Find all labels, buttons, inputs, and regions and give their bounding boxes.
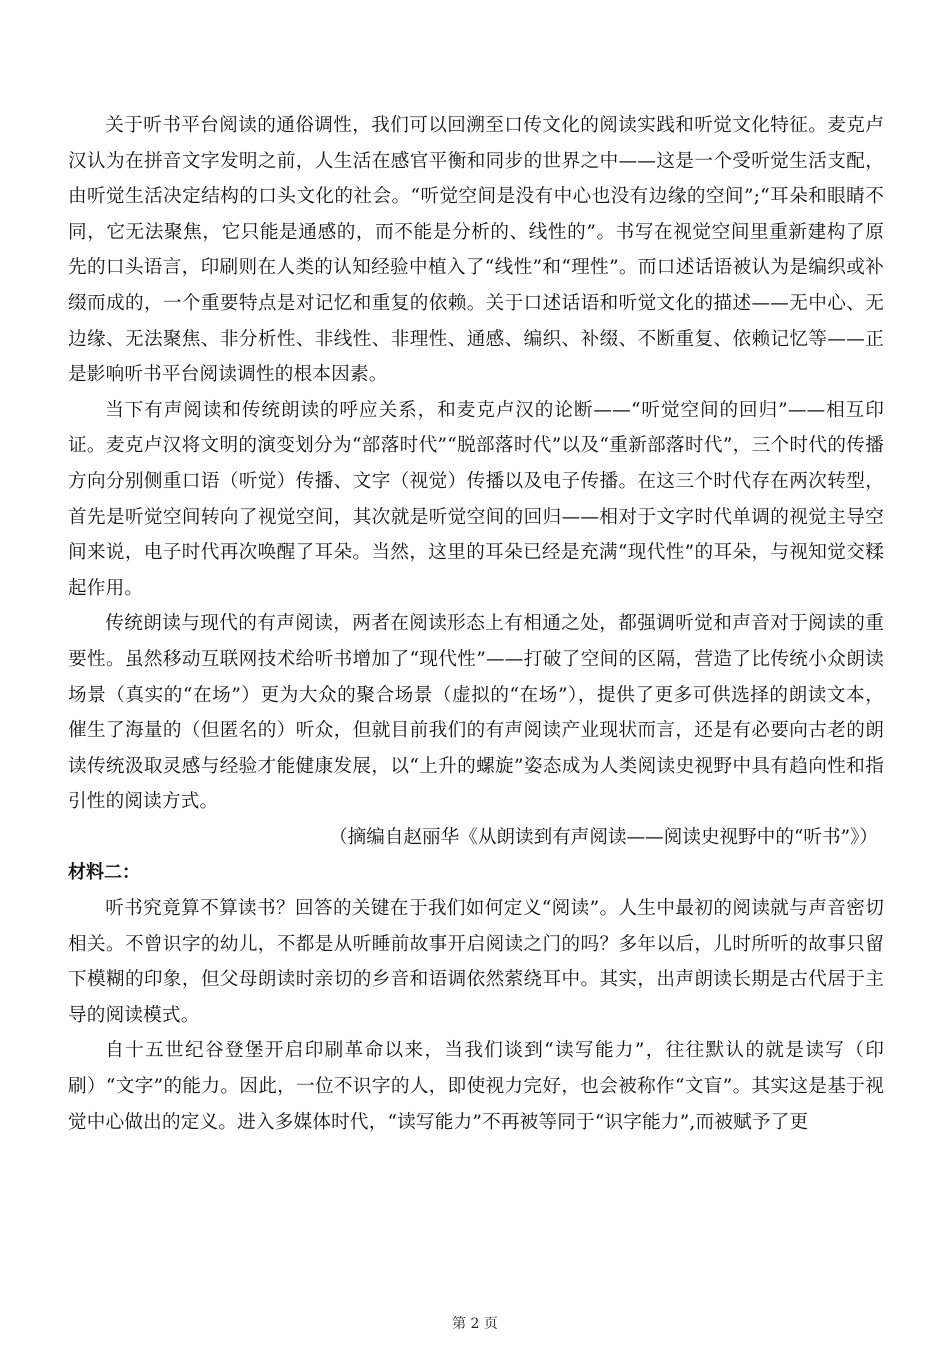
paragraph-definition-of-reading: 听书究竟算不算读书？回答的关键在于我们如何定义“阅读”。人生中最初的阅读就与声音密切相关。不曾识字的幼儿，不都是从听睡前故事开启阅读之门的吗？多年以后，儿时所听的故事只留下模糊的印象，但父母朗读时亲切的乡音和语调依然萦绕耳中。其实，出声朗读长期是古代居于主导的阅读模式。: [68, 898, 884, 1026]
paragraph-literacy: 自十五世纪谷登堡开启印刷革命以来，当我们谈到“读写能力”，往往默认的就是读写（印刷）“文字”的能力。因此，一位不识字的人，即使视力完好，也会被称作“文盲”。其实这是基于视觉中心做出的定义。进入多媒体时代，“读写能力”不再被等同于“识字能力”,而被赋予了更: [68, 1040, 884, 1133]
paragraph-traditional-reading: 传统朗读与现代的有声阅读，两者在阅读形态上有相通之处，都强调听觉和声音对于阅读的重要性。虽然移动互联网技术给听书增加了“现代性”——打破了空间的区隔，营造了比传统小众朗读场景（真实的“在场”）更为大众的聚合场景（虚拟的“在场”），提供了更多可供选择的朗读文本，催生了海量的（但匿名的）听众，但就目前我们的有声阅读产业现状而言，还是有必要向古老的朗读传统汲取灵感与经验才能健康发展，以“上升的螺旋”姿态成为人类阅读史视野中具有趋向性和指引性的阅读方式。: [68, 613, 884, 813]
paragraph-oral-culture: 关于听书平台阅读的通俗调性，我们可以回溯至口传文化的阅读实践和听觉文化特征。麦克卢汉认为在拼音文字发明之前，人生活在感官平衡和同步的世界之中——这是一个受听觉生活支配，由听觉生活决定结构的口头文化的社会。“听觉空间是没有中心也没有边缘的空间”;“耳朵和眼睛不同，它无法聚焦，它只能是通感的，而不能是分析的、线性的”。书写在视觉空间里重新建构了原先的口头语言，印刷则在人类的认知经验中植入了“线性”和“理性”。而口述话语被认为是编织或补缀而成的，一个重要特点是对记忆和重复的依赖。关于口述话语和听觉文化的描述——无中心、无边缘、无法聚焦、非分析性、非线性、非理性、通感、编织、补缀、不断重复、依赖记忆等——正是影响听书平台阅读调性的根本因素。: [68, 115, 884, 386]
source-citation: （摘编自赵丽华《从朗读到有声阅读——阅读史视野中的“听书”》）: [329, 826, 878, 848]
page-number: 第 2 页: [452, 1316, 498, 1332]
section-heading-material-two: 材料二：: [68, 862, 140, 884]
document-body: [68, 108, 884, 1140]
paragraph-acoustic-space-return: 当下有声阅读和传统朗读的呼应关系，和麦克卢汉的论断——“听觉空间的回归”——相互印证。麦克卢汉将文明的演变划分为“部落时代”“脱部落时代”以及“重新部落时代”，三个时代的传播方向分别侧重口语（听觉）传播、文字（视觉）传播以及电子传播。在这三个时代存在两次转型，首先是听觉空间转向了视觉空间，其次就是听觉空间的回归——相对于文字时代单调的视觉主导空间来说，电子时代再次唤醒了耳朵。当然，这里的耳朵已经是充满“现代性”的耳朵，与视知觉交糅起作用。: [68, 399, 884, 599]
